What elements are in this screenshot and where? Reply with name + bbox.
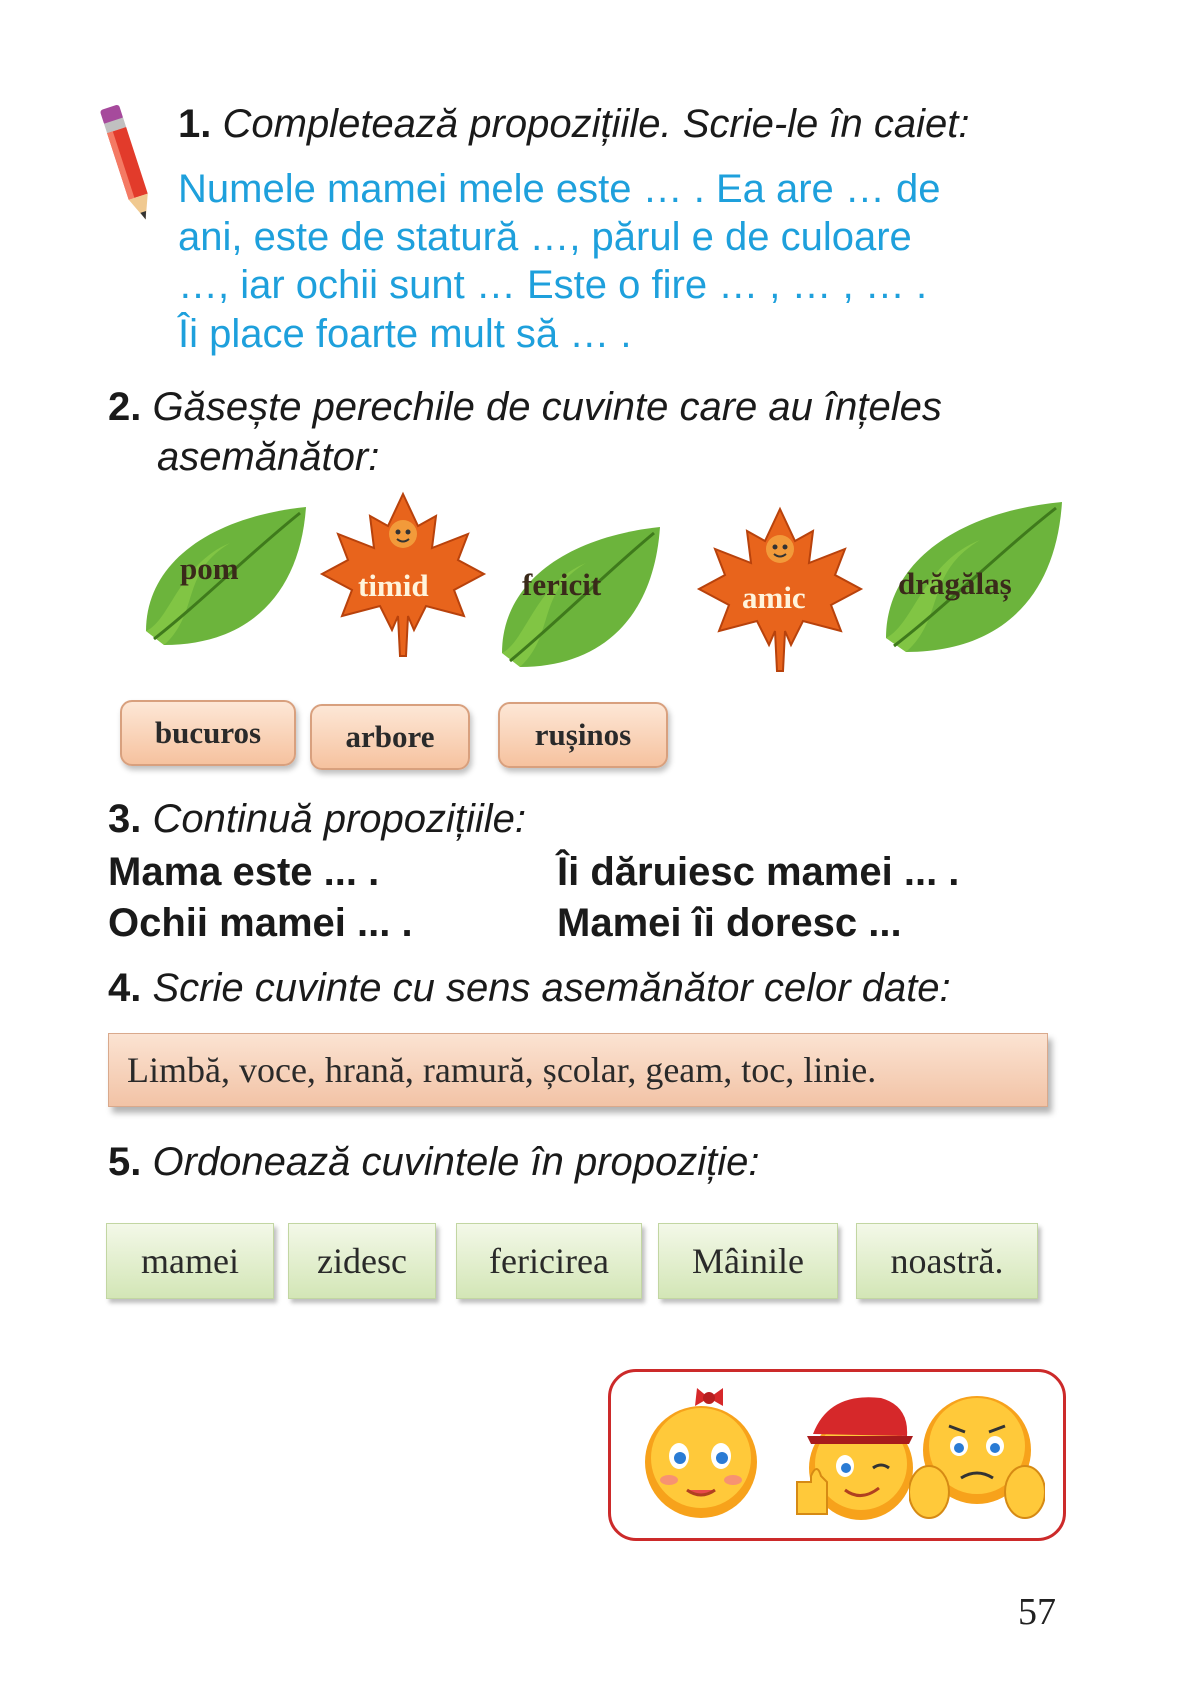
exercise-1-line-3: …, iar ochii sunt … Este o fire … , … , … .	[178, 263, 928, 307]
exercise-1-instruction: Completează propozițiile. Scrie-le în caiet:	[222, 102, 970, 146]
word-button-bucuros[interactable]: bucuros	[120, 700, 296, 766]
exercise-3-sentence-1: Mama este ... .	[108, 850, 380, 894]
leaf-card-dragalas[interactable]	[880, 498, 1068, 658]
girl-smiley-icon	[639, 1384, 769, 1524]
exercise-1-number: 1.	[178, 102, 212, 146]
exercise-5-instruction: Ordonează cuvintele în propoziție:	[152, 1140, 760, 1184]
page-number: 57	[1018, 1591, 1056, 1633]
exercise-1-line-2: ani, este de statură …, părul e de culoare	[178, 215, 912, 259]
boy-cap-thumbs-up-icon	[789, 1384, 919, 1524]
exercise-2-instruction-cont: asemănător:	[157, 435, 380, 479]
exercise-1-line-4: Îi place foarte mult să … .	[178, 312, 632, 356]
exercise-4-instruction: Scrie cuvinte cu sens asemănător celor date:	[152, 966, 951, 1010]
leaf-card-fericit[interactable]	[496, 523, 666, 673]
pencil-icon	[96, 100, 162, 230]
maple-card-timid[interactable]	[318, 490, 488, 660]
exercise-3-sentence-4: Mamei îi doresc ...	[557, 901, 902, 945]
exercise-5-title	[108, 1140, 760, 1185]
exercise-1-title	[178, 102, 970, 147]
worried-smiley-icon	[909, 1384, 1045, 1524]
exercise-3-title	[108, 797, 526, 842]
exercise-3-instruction: Continuă propozițiile:	[152, 797, 527, 841]
exercise-4-word-list: Limbă, voce, hrană, ramură, școlar, geam, toc, linie.	[127, 1050, 877, 1090]
word-card-mamei[interactable]: mamei	[106, 1223, 274, 1299]
exercise-2-title	[108, 385, 942, 430]
leaf-label-dragalas: drăgălaș	[898, 566, 1012, 601]
exercise-1-line-1: Numele mamei mele este … . Ea are … de	[178, 167, 941, 211]
exercise-4-number: 4.	[108, 966, 142, 1010]
exercise-3-sentence-2: Ochii mamei ... .	[108, 901, 413, 945]
maple-label-timid: timid	[358, 568, 429, 603]
exercise-3-sentence-3: Îi dăruiesc mamei ... .	[557, 850, 960, 894]
word-card-mainile[interactable]: Mâinile	[658, 1223, 838, 1299]
leaf-card-pom[interactable]	[140, 503, 312, 651]
exercise-5-number: 5.	[108, 1140, 142, 1184]
maple-card-amic[interactable]	[694, 505, 866, 675]
leaf-label-fericit: fericit	[522, 567, 602, 602]
word-card-fericirea[interactable]: fericirea	[456, 1223, 642, 1299]
word-button-arbore[interactable]: arbore	[310, 704, 470, 770]
word-card-zidesc[interactable]: zidesc	[288, 1223, 436, 1299]
exercise-2-number: 2.	[108, 385, 142, 429]
word-card-noastra[interactable]: noastră.	[856, 1223, 1038, 1299]
exercise-3-number: 3.	[108, 797, 142, 841]
maple-label-amic: amic	[742, 580, 806, 615]
leaf-label-pom: pom	[180, 551, 239, 586]
exercise-4-word-box	[108, 1033, 1048, 1107]
smileys-frame	[608, 1369, 1066, 1541]
exercise-2-instruction: Găsește perechile de cuvinte care au înțeles	[152, 385, 942, 429]
word-button-rusinos[interactable]: rușinos	[498, 702, 668, 768]
exercise-4-title	[108, 966, 951, 1011]
